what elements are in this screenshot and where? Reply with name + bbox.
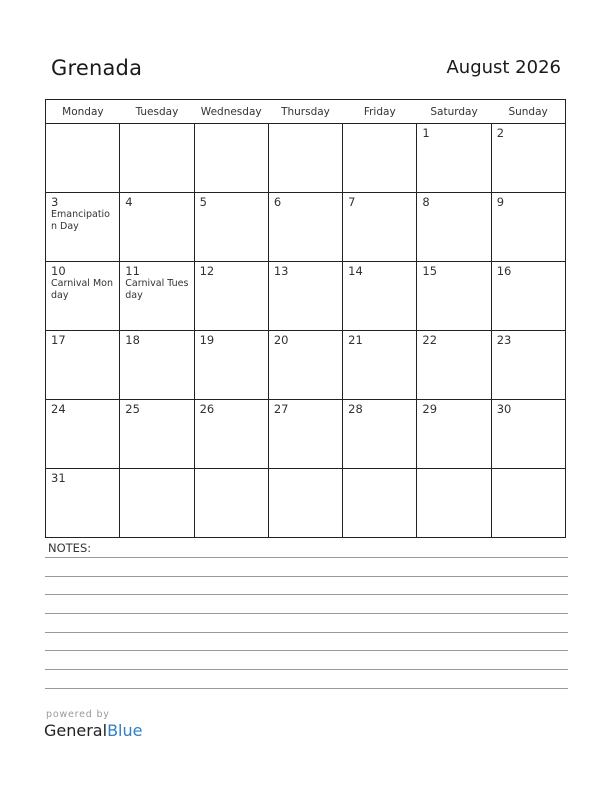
day-number: 17 — [51, 333, 66, 347]
calendar-day-cell — [491, 124, 565, 193]
calendar-day-cell — [120, 262, 194, 331]
calendar-day-cell — [268, 124, 342, 193]
day-number: 20 — [273, 333, 289, 347]
brand-general: General — [44, 721, 108, 740]
calendar-day-cell — [268, 469, 342, 538]
calendar-day-cell — [343, 124, 417, 193]
powered-by-text: powered by — [46, 709, 110, 720]
day-number: 4 — [125, 195, 133, 209]
calendar-day-cell — [268, 262, 342, 331]
month-title: August 2026 — [446, 57, 561, 78]
day-number: 24 — [51, 402, 66, 416]
calendar-day-cell — [194, 469, 268, 538]
day-number: 1 — [422, 126, 430, 140]
day-number: 11 — [125, 264, 140, 278]
generalblue-logo[interactable] — [44, 721, 142, 740]
day-number: 7 — [348, 195, 356, 209]
calendar-day-cell — [417, 469, 491, 538]
calendar-day-cell — [194, 193, 268, 262]
calendar-day-cell — [417, 331, 491, 400]
note-line — [45, 594, 568, 595]
calendar-day-cell — [194, 400, 268, 469]
calendar-day-cell — [343, 400, 417, 469]
day-number: 10 — [51, 264, 66, 278]
note-line — [45, 632, 568, 633]
day-number: 2 — [496, 126, 505, 140]
day-number: 6 — [273, 195, 282, 209]
note-line — [45, 669, 568, 670]
calendar-week-row — [46, 469, 566, 538]
calendar-day-cell — [268, 400, 342, 469]
calendar-day-cell — [417, 124, 491, 193]
weekday-sunday: Sunday — [491, 100, 565, 124]
weekday-wednesday: Wednesday — [194, 100, 268, 124]
day-number: 27 — [273, 402, 289, 416]
calendar-day-cell — [343, 331, 417, 400]
calendar-day-cell — [491, 469, 565, 538]
day-number: 23 — [496, 333, 512, 347]
note-line — [45, 576, 568, 577]
calendar-week-row — [46, 400, 566, 469]
note-line — [45, 613, 568, 614]
note-line — [45, 557, 568, 558]
calendar-day-cell — [194, 262, 268, 331]
calendar-day-cell — [194, 331, 268, 400]
day-number: 15 — [422, 264, 438, 278]
calendar-day-cell — [120, 331, 194, 400]
day-number: 22 — [422, 333, 438, 347]
calendar-grid — [45, 99, 566, 538]
weekday-tuesday: Tuesday — [120, 100, 194, 124]
day-number: 28 — [348, 402, 363, 416]
calendar-day-cell — [343, 469, 417, 538]
day-number: 3 — [51, 195, 59, 209]
brand-blue: Blue — [107, 721, 143, 740]
weekday-monday: Monday — [46, 100, 120, 124]
day-number: 21 — [348, 333, 363, 347]
holiday-label: Emancipation Day — [51, 209, 110, 232]
calendar-day-cell — [46, 331, 120, 400]
calendar-day-cell — [343, 262, 417, 331]
calendar-day-cell — [491, 331, 565, 400]
day-number: 31 — [51, 471, 66, 485]
calendar-week-row — [46, 331, 566, 400]
weekday-friday: Friday — [343, 100, 417, 124]
calendar-day-cell — [46, 124, 120, 193]
calendar-day-cell — [194, 124, 268, 193]
day-number: 29 — [422, 402, 438, 416]
calendar-day-cell — [46, 400, 120, 469]
calendar-week-row — [46, 193, 566, 262]
day-number: 12 — [199, 264, 215, 278]
calendar-day-cell — [46, 469, 120, 538]
calendar-day-cell — [120, 124, 194, 193]
calendar-day-cell — [120, 469, 194, 538]
note-line — [45, 650, 568, 651]
calendar-day-cell — [417, 193, 491, 262]
calendar-week-row — [46, 262, 566, 331]
calendar-day-cell — [417, 262, 491, 331]
day-number: 9 — [496, 195, 505, 209]
calendar-day-cell — [46, 193, 120, 262]
calendar-day-cell — [417, 400, 491, 469]
country-title: Grenada — [51, 56, 143, 80]
holiday-label: Carnival Monday — [51, 278, 113, 301]
day-number: 30 — [496, 402, 512, 416]
day-number: 13 — [273, 264, 289, 278]
calendar-day-cell — [268, 331, 342, 400]
day-number: 8 — [422, 195, 430, 209]
calendar-day-cell — [491, 400, 565, 469]
calendar-day-cell — [120, 400, 194, 469]
note-line — [45, 688, 568, 689]
day-number: 5 — [199, 195, 207, 209]
day-number: 26 — [199, 402, 215, 416]
calendar-week-row — [46, 124, 566, 193]
day-number: 18 — [125, 333, 140, 347]
weekday-thursday: Thursday — [268, 100, 342, 124]
weekday-saturday: Saturday — [417, 100, 491, 124]
day-number: 25 — [125, 402, 140, 416]
weekday-header-row — [46, 100, 566, 124]
day-number: 19 — [199, 333, 215, 347]
calendar-day-cell — [491, 193, 565, 262]
day-number: 16 — [496, 264, 512, 278]
calendar-day-cell — [343, 193, 417, 262]
calendar-day-cell — [46, 262, 120, 331]
calendar-day-cell — [120, 193, 194, 262]
holiday-label: Carnival Tuesday — [125, 278, 189, 301]
calendar-day-cell — [268, 193, 342, 262]
notes-label: NOTES: — [48, 541, 92, 555]
calendar-day-cell — [491, 262, 565, 331]
day-number: 14 — [348, 264, 363, 278]
